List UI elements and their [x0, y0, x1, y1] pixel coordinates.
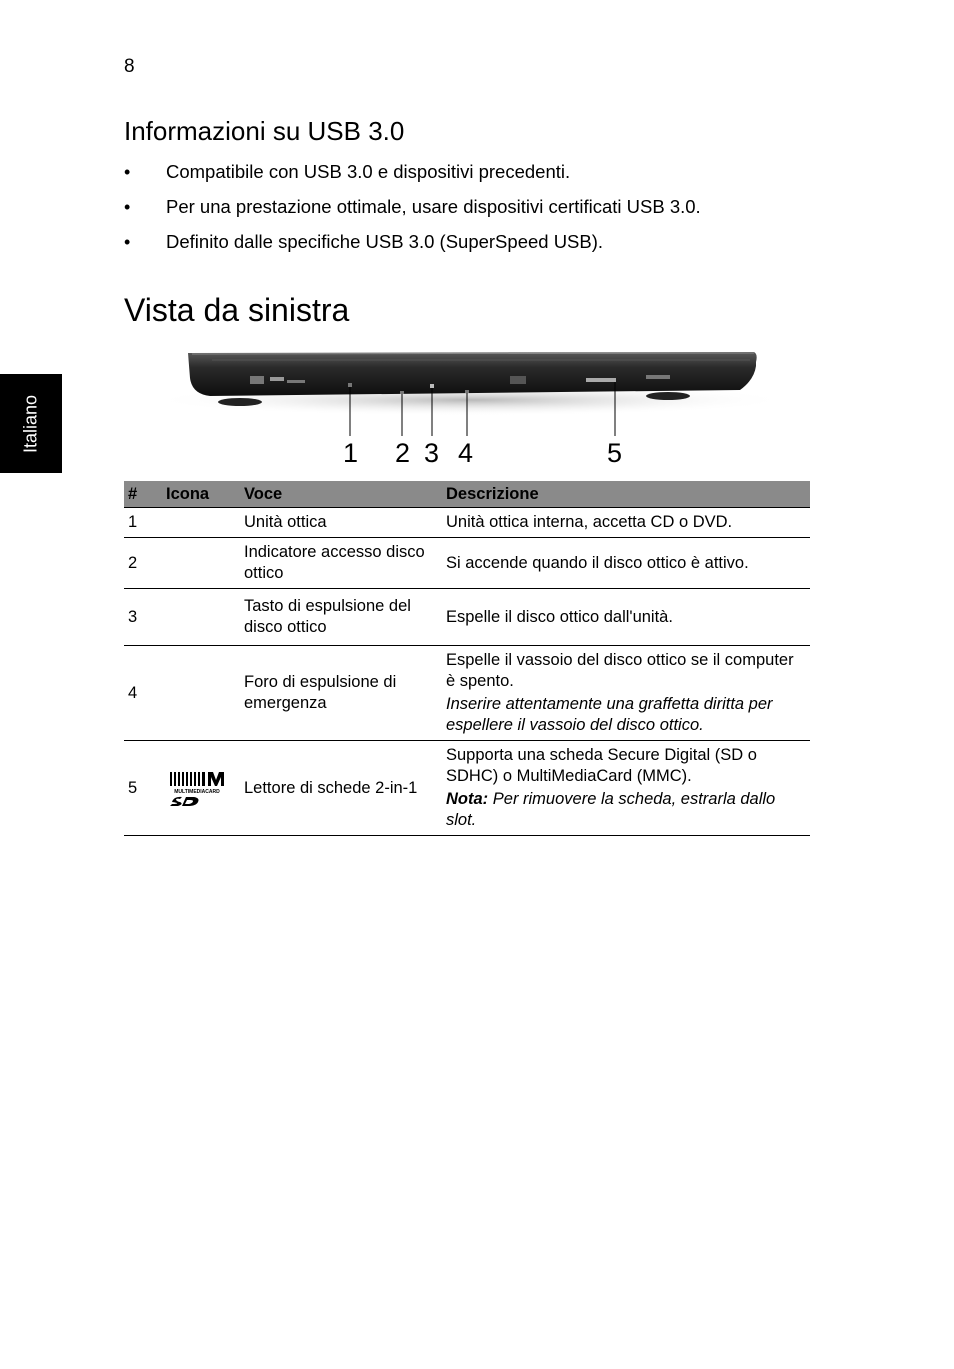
bullet-item — [124, 228, 824, 263]
callout-3: 3 — [424, 438, 440, 468]
header-icon: Icona — [162, 481, 240, 508]
row-description: Espelle il vassoio del disco ottico se il computer è spento. — [446, 651, 794, 690]
note-label: Nota: — [446, 790, 489, 808]
table-row — [124, 646, 810, 741]
row-number: 4 — [124, 646, 162, 741]
row-description-cell — [442, 741, 810, 836]
table-row — [124, 589, 810, 646]
row-icon — [162, 646, 240, 741]
table-row — [124, 508, 810, 538]
row-icon — [162, 508, 240, 538]
usb-section-title: Informazioni su USB 3.0 — [124, 116, 405, 146]
row-item: Tasto di espulsione del disco ottico — [240, 589, 442, 646]
row-number: 1 — [124, 508, 162, 538]
row-description: Espelle il disco ottico dall'unità. — [442, 589, 810, 646]
callout-1: 1 — [343, 438, 359, 468]
row-item: Foro di espulsione di emergenza — [240, 646, 442, 741]
row-icon — [162, 589, 240, 646]
callout-2: 2 — [395, 438, 411, 468]
header-item: Voce — [240, 481, 442, 508]
row-item: Lettore di schede 2-in-1 — [240, 741, 442, 836]
bullet-icon: • — [124, 232, 131, 252]
callout-5: 5 — [607, 438, 623, 468]
row-icon — [162, 741, 240, 836]
header-number: # — [124, 481, 162, 508]
bullet-text: Compatibile con USB 3.0 e dispositivi precedenti. — [166, 161, 571, 182]
bullet-icon: • — [124, 197, 131, 217]
multimediacard-logo-text: MULTIMEDIACARD — [174, 789, 220, 795]
table-row — [124, 741, 810, 836]
language-tab — [0, 374, 62, 473]
row-number: 5 — [124, 741, 162, 836]
callout-4: 4 — [458, 438, 474, 468]
row-description: Unità ottica interna, accetta CD o DVD. — [442, 508, 810, 538]
row-item: Indicatore accesso disco ottico — [240, 538, 442, 589]
view-title: Vista da sinistra — [124, 292, 350, 328]
table-row — [124, 538, 810, 589]
bullet-icon: • — [124, 162, 131, 182]
row-icon — [162, 538, 240, 589]
multimediacard-sd-icon — [166, 768, 230, 808]
ports-table — [124, 481, 810, 836]
row-note — [446, 789, 806, 831]
header-description: Descrizione — [442, 481, 810, 508]
page-number: 8 — [124, 56, 135, 77]
bullet-item — [124, 193, 824, 228]
usb-bullet-list — [124, 158, 824, 263]
row-number: 2 — [124, 538, 162, 589]
language-tab-label: Italiano — [20, 394, 41, 453]
row-item: Unità ottica — [240, 508, 442, 538]
table-header-row — [124, 481, 810, 508]
row-description-cell — [442, 646, 810, 741]
bullet-item — [124, 158, 824, 193]
note-text: Per rimuovere la scheda, estrarla dallo slot. — [446, 790, 776, 829]
row-description: Supporta una scheda Secure Digital (SD o SDHC) o MultiMediaCard (MMC). — [446, 746, 757, 785]
row-note: Inserire attentamente una graffetta diritta per espellere il vassoio del disco ottico. — [446, 695, 773, 734]
bullet-text: Definito dalle specifiche USB 3.0 (SuperSpeed USB). — [166, 231, 604, 252]
bullet-text: Per una prestazione ottimale, usare dispositivi certificati USB 3.0. — [166, 196, 701, 217]
row-description: Si accende quando il disco ottico è attivo. — [442, 538, 810, 589]
row-number: 3 — [124, 589, 162, 646]
